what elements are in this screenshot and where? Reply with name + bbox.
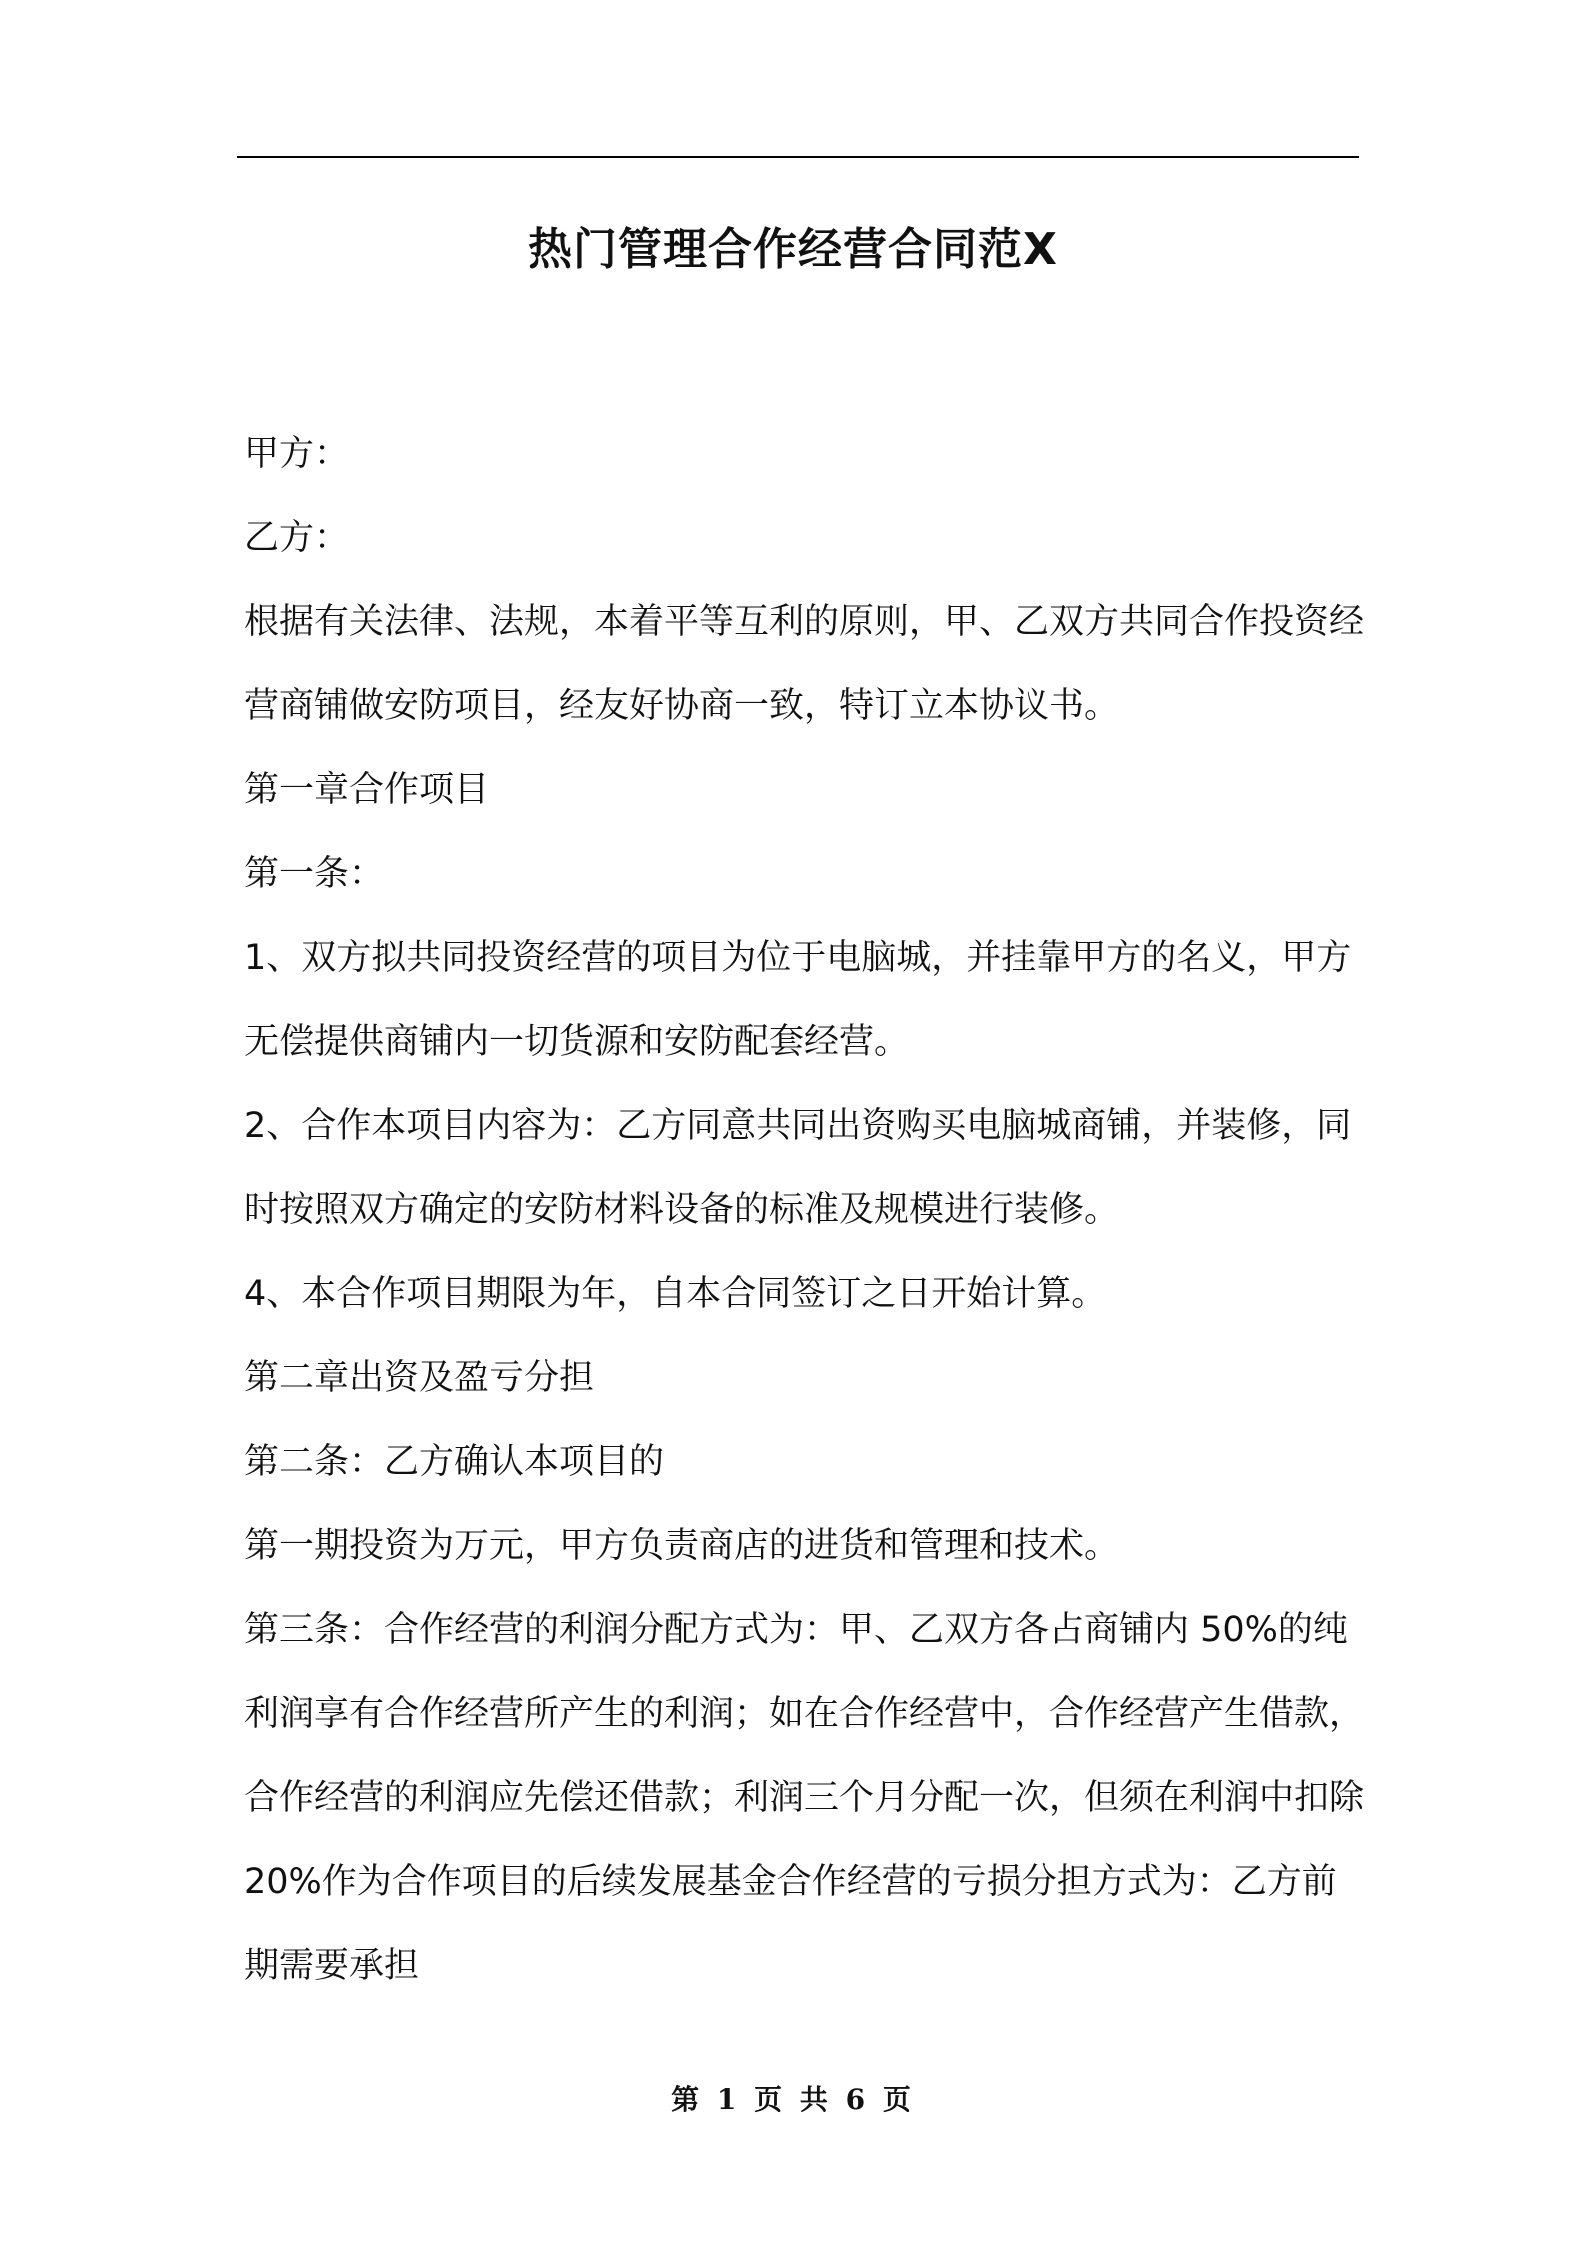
preamble-paragraph: 根据有关法律、法规，本着平等互利的原则，甲、乙双方共同合作投资经营商铺做安防项目，经友好协商一致，特订立本协议书。 [244, 602, 1365, 726]
chapter-2-heading: 第二章出资及盈亏分担 [244, 1358, 595, 1398]
document-title: 热门管理合作经营合同范X [528, 224, 1058, 275]
page-indicator: 第 1 页 共 6 页 [671, 2083, 915, 2116]
clause-1-paragraph: 1、双方拟共同投资经营的项目为位于电脑城，并挂靠甲方的名义，甲方无偿提供商铺内一切货源和安防配套经营。 [244, 938, 1352, 1062]
article-2-heading: 第二条：乙方确认本项目的 [244, 1442, 665, 1482]
document-body [244, 412, 1364, 2008]
header-rule [237, 156, 1359, 158]
article-1-heading: 第一条： [244, 854, 385, 894]
party-a-line: 甲方： [244, 434, 350, 474]
chapter-1-heading: 第一章合作项目 [244, 770, 490, 810]
investment-paragraph: 第一期投资为万元，甲方负责商店的进货和管理和技术。 [244, 1526, 1120, 1566]
article-3-paragraph: 第三条：合作经营的利润分配方式为：甲、乙双方各占商铺内 50%的纯利润享有合作经营所产生的利润；如在合作经营中，合作经营产生借款，合作经营的利润应先偿还借款；利润三个月分配一次，但须在利润中扣除 20%作为合作项目的后续发展基金合作经营的亏损分担方式为：乙方前期需要承担 [244, 1610, 1365, 1986]
clause-4-paragraph: 4、本合作项目期限为年，自本合同签订之日开始计算。 [244, 1274, 1107, 1314]
party-b-line: 乙方： [244, 518, 350, 558]
clause-2-paragraph: 2、合作本项目内容为：乙方同意共同出资购买电脑城商铺，并装修，同时按照双方确定的安防材料设备的标准及规模进行装修。 [244, 1106, 1352, 1230]
